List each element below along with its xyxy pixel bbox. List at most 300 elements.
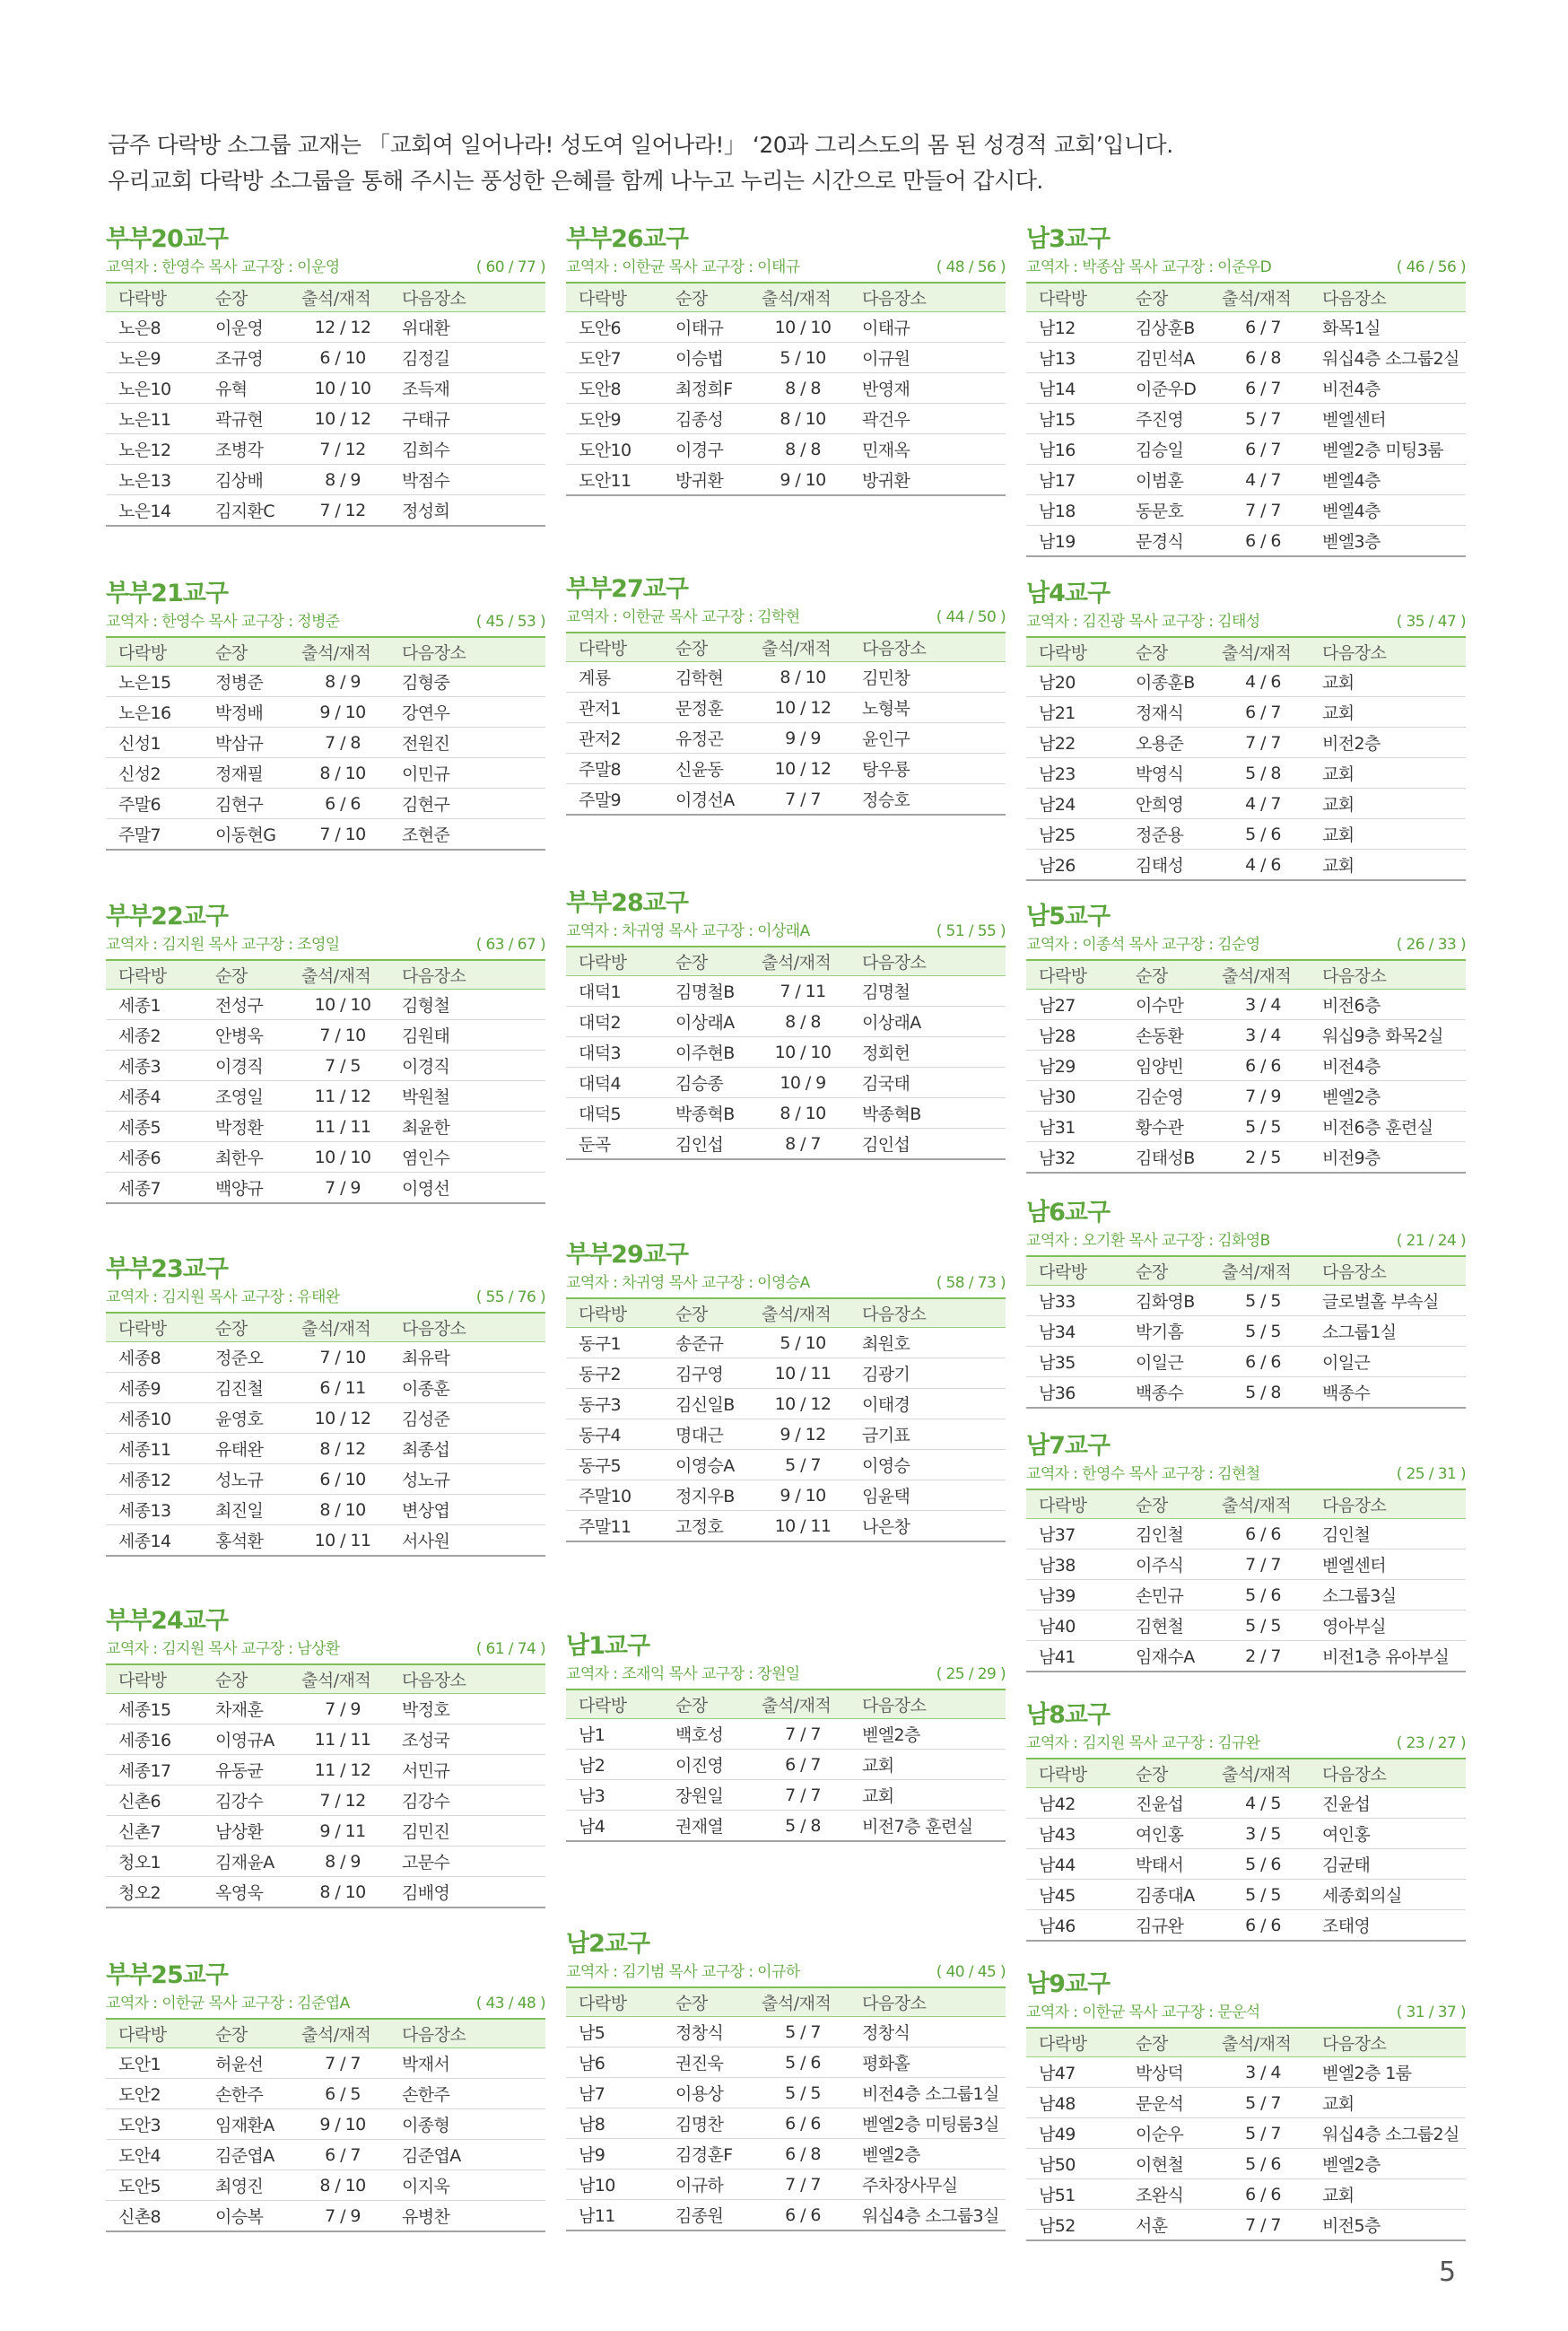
header-next-place: 다음장소 [1310,2028,1466,2057]
cell-next-place: 조성국 [389,1724,545,1755]
table-row [566,1450,1006,1480]
cell-next-place: 워십4층 소그룹2실 [1310,343,1466,373]
cell-room: 남5 [566,2017,663,2047]
district-table [566,1986,1006,2231]
cell-next-place: 방귀환 [849,465,1006,496]
cell-next-place: 조태영 [1310,1910,1466,1942]
header-attendance: 출석/재적 [1216,283,1310,312]
cell-attendance: 8 / 9 [296,1846,389,1877]
district-title: 부부22교구 [106,903,228,930]
district-table [106,1312,545,1557]
district-leaders: 교역자 : 이종석 목사 교구장 : 김순영 [1026,936,1260,954]
cell-room: 남44 [1026,1849,1123,1880]
cell-room: 남26 [1026,850,1123,881]
header-leader: 순장 [663,283,756,312]
cell-attendance: 7 / 9 [296,1694,389,1724]
table-row [566,1750,1006,1780]
cell-leader: 박상덕 [1123,2057,1216,2088]
cell-room: 주말7 [106,819,203,851]
table-row [566,2047,1006,2078]
cell-leader: 최영진 [203,2170,296,2201]
cell-attendance: 10 / 11 [296,1525,389,1557]
table-row [1026,404,1466,434]
cell-leader: 박정환 [203,1112,296,1142]
cell-room: 주말8 [566,754,663,784]
page-number: 5 [1439,2257,1457,2288]
district-group [1026,902,1466,1174]
table-row [106,2170,545,2201]
header-attendance: 출석/재적 [1216,960,1310,990]
cell-room: 세종5 [106,1112,203,1142]
cell-leader: 문경식 [1123,526,1216,557]
header-leader: 순장 [203,2019,296,2048]
cell-room: 대덕5 [566,1098,663,1129]
cell-attendance: 2 / 5 [1216,1142,1310,1174]
district-title: 남7교구 [1026,1432,1111,1460]
header-room: 다락방 [1026,2028,1123,2057]
cell-next-place: 박재서 [389,2048,545,2079]
cell-room: 동구3 [566,1389,663,1419]
cell-room: 세종14 [106,1525,203,1557]
cell-leader: 허윤선 [203,2048,296,2079]
cell-room: 남31 [1026,1112,1123,1142]
table-row [106,1112,545,1142]
table-row [566,1780,1006,1811]
header-room: 다락방 [106,1313,203,1342]
cell-next-place: 이규원 [849,343,1006,373]
cell-room: 도안11 [566,465,663,496]
cell-leader: 권진욱 [663,2047,756,2078]
table-row [1026,1316,1466,1347]
cell-attendance: 5 / 7 [1216,2118,1310,2149]
table-row [106,1051,545,1081]
table-row [1026,1519,1466,1550]
district-info [106,1991,545,2016]
district-table [566,1689,1006,1842]
cell-next-place: 최종섭 [389,1434,545,1464]
cell-leader: 이수만 [1123,990,1216,1020]
cell-next-place: 김정길 [389,343,545,373]
cell-next-place: 곽건우 [849,404,1006,434]
cell-attendance: 10 / 12 [296,404,389,434]
table-row [1026,343,1466,373]
cell-next-place: 염인수 [389,1142,545,1173]
cell-next-place: 교회 [1310,850,1466,881]
header-leader: 순장 [203,283,296,312]
cell-attendance: 7 / 7 [756,1719,849,1750]
cell-next-place: 비전4층 [1310,373,1466,404]
cell-next-place: 교회 [1310,2088,1466,2118]
cell-next-place: 조득재 [389,373,545,404]
cell-next-place: 전원진 [389,728,545,758]
cell-leader: 이승법 [663,343,756,373]
district-info [1026,1731,1466,1756]
cell-room: 남4 [566,1811,663,1842]
intro-line-2: 우리교회 다락방 소그룹을 통해 주시는 풍성한 은혜를 함께 나누고 누리는 시간으로 만들어 갑시다. [108,168,1043,194]
cell-leader: 김신일B [663,1389,756,1419]
district-table [1026,2027,1466,2241]
cell-next-place: 김원태 [389,1020,545,1051]
header-next-place: 다음장소 [389,1313,545,1342]
cell-next-place: 구태규 [389,404,545,434]
cell-attendance: 3 / 4 [1216,990,1310,1020]
header-next-place: 다음장소 [1310,637,1466,667]
cell-leader: 김명철B [663,976,756,1007]
district-group [566,224,1006,496]
table-header-row [566,1689,1006,1719]
cell-next-place: 벧엘센터 [1310,1550,1466,1580]
cell-attendance: 7 / 7 [756,1780,849,1811]
cell-leader: 조병각 [203,434,296,465]
cell-leader: 김구영 [663,1358,756,1389]
cell-leader: 유동균 [203,1755,296,1785]
cell-room: 세종2 [106,1020,203,1051]
cell-attendance: 8 / 8 [756,1007,849,1037]
table-row [106,1464,545,1495]
table-row [566,976,1006,1007]
table-row [566,465,1006,496]
district-group [106,1606,545,1908]
table-row [106,667,545,697]
table-row [1026,1819,1466,1849]
cell-next-place: 이상래A [849,1007,1006,1037]
cell-attendance: 8 / 8 [756,434,849,465]
cell-leader: 박종혁B [663,1098,756,1129]
cell-next-place: 비전6층 훈련실 [1310,1112,1466,1142]
cell-room: 남30 [1026,1081,1123,1112]
cell-room: 세종16 [106,1724,203,1755]
cell-next-place: 이태규 [849,312,1006,343]
table-row [106,373,545,404]
cell-next-place: 벧엘센터 [1310,404,1466,434]
cell-attendance: 6 / 7 [1216,434,1310,465]
table-header-row [566,947,1006,976]
cell-leader: 안희영 [1123,789,1216,819]
cell-room: 세종3 [106,1051,203,1081]
cell-next-place: 이지욱 [389,2170,545,2201]
cell-leader: 오용준 [1123,728,1216,758]
cell-leader: 주진영 [1123,404,1216,434]
header-next-place: 다음장소 [1310,283,1466,312]
cell-leader: 신윤동 [663,754,756,784]
cell-room: 세종17 [106,1755,203,1785]
table-row [566,2017,1006,2047]
header-attendance: 출석/재적 [1216,1759,1310,1788]
header-room: 다락방 [566,283,663,312]
district-group [106,1960,545,2232]
cell-next-place: 영아부실 [1310,1611,1466,1641]
cell-next-place: 위대환 [389,312,545,343]
cell-room: 세종11 [106,1434,203,1464]
table-header-row [106,960,545,990]
cell-next-place: 이종형 [389,2109,545,2140]
cell-next-place: 김강수 [389,1785,545,1816]
cell-attendance: 6 / 6 [1216,1347,1310,1377]
cell-attendance: 6 / 8 [756,2139,849,2169]
cell-leader: 송준규 [663,1328,756,1358]
cell-leader: 김지환C [203,495,296,527]
table-header-row [1026,960,1466,990]
cell-next-place: 김균태 [1310,1849,1466,1880]
cell-attendance: 5 / 5 [1216,1112,1310,1142]
cell-room: 계룡 [566,662,663,693]
cell-room: 남37 [1026,1519,1123,1550]
cell-attendance: 6 / 8 [1216,343,1310,373]
cell-leader: 김승일 [1123,434,1216,465]
table-row [106,2140,545,2170]
district-title: 부부28교구 [566,889,688,917]
table-row [1026,1880,1466,1910]
cell-room: 남41 [1026,1641,1123,1672]
cell-leader: 서훈 [1123,2210,1216,2241]
cell-room: 남46 [1026,1910,1123,1942]
cell-next-place: 교회 [1310,697,1466,728]
cell-attendance: 11 / 12 [296,1081,389,1112]
cell-room: 남8 [566,2108,663,2139]
cell-next-place: 박원철 [389,1081,545,1112]
table-row [1026,990,1466,1020]
table-row [1026,526,1466,557]
district-title: 부부21교구 [106,580,228,607]
table-row [1026,1788,1466,1819]
cell-leader: 임재환A [203,2109,296,2140]
cell-room: 노은10 [106,373,203,404]
cell-leader: 최정희F [663,373,756,404]
district-title: 부부26교구 [566,225,688,253]
cell-next-place: 이영선 [389,1173,545,1204]
cell-leader: 김태성 [1123,850,1216,881]
district-attendance-ratio: ( 25 / 31 ) [1396,1465,1466,1483]
cell-room: 동구2 [566,1358,663,1389]
cell-leader: 김재윤A [203,1846,296,1877]
table-row [1026,1550,1466,1580]
cell-room: 세종9 [106,1373,203,1403]
district-attendance-ratio: ( 31 / 37 ) [1396,2004,1466,2021]
header-attendance: 출석/재적 [1216,2028,1310,2057]
table-row [106,1434,545,1464]
district-leaders: 교역자 : 김지원 목사 교구장 : 김규완 [1026,1734,1260,1752]
district-info [106,1285,545,1310]
table-row [1026,2057,1466,2088]
cell-next-place: 교회 [1310,758,1466,789]
district-table [1026,1255,1466,1409]
district-attendance-ratio: ( 26 / 33 ) [1396,936,1466,954]
cell-attendance: 9 / 9 [756,723,849,754]
district-attendance-ratio: ( 58 / 73 ) [936,1274,1006,1292]
district-table [1026,959,1466,1174]
table-row [106,1785,545,1816]
cell-leader: 이운영 [203,312,296,343]
cell-attendance: 5 / 6 [1216,1849,1310,1880]
cell-leader: 진윤섭 [1123,1788,1216,1819]
district-group [106,579,545,851]
cell-attendance: 6 / 6 [1216,1519,1310,1550]
cell-next-place: 반영재 [849,373,1006,404]
header-leader: 순장 [1123,960,1216,990]
table-row [1026,1849,1466,1880]
table-row [106,343,545,373]
cell-leader: 백종수 [1123,1377,1216,1409]
table-row [566,404,1006,434]
cell-room: 청오2 [106,1877,203,1908]
table-row [1026,1112,1466,1142]
table-row [1026,2210,1466,2241]
cell-attendance: 8 / 9 [296,465,389,495]
header-next-place: 다음장소 [849,633,1006,662]
district-info [1026,2000,1466,2025]
header-attendance: 출석/재적 [756,1298,849,1328]
district-info [566,919,1006,944]
cell-leader: 유혁 [203,373,296,404]
cell-room: 남35 [1026,1347,1123,1377]
cell-attendance: 4 / 7 [1216,465,1310,495]
cell-attendance: 5 / 7 [1216,2088,1310,2118]
cell-leader: 장원일 [663,1780,756,1811]
table-row [1026,1377,1466,1409]
cell-attendance: 5 / 5 [756,2078,849,2108]
cell-room: 둔곡 [566,1129,663,1160]
cell-room: 세종10 [106,1403,203,1434]
table-row [106,1373,545,1403]
table-row [106,2079,545,2109]
cell-attendance: 6 / 5 [296,2079,389,2109]
cell-leader: 이영규A [203,1724,296,1755]
cell-attendance: 6 / 7 [1216,697,1310,728]
header-leader: 순장 [663,1987,756,2017]
cell-leader: 정재식 [1123,697,1216,728]
cell-room: 세종15 [106,1694,203,1724]
table-row [1026,465,1466,495]
cell-attendance: 4 / 5 [1216,1788,1310,1819]
cell-room: 남18 [1026,495,1123,526]
cell-next-place: 벧엘3층 [1310,526,1466,557]
cell-leader: 임양빈 [1123,1051,1216,1081]
table-row [106,434,545,465]
table-row [1026,2149,1466,2179]
cell-room: 도안6 [566,312,663,343]
cell-room: 관저2 [566,723,663,754]
cell-leader: 이현철 [1123,2149,1216,2179]
cell-room: 세종1 [106,990,203,1020]
header-room: 다락방 [1026,283,1123,312]
cell-attendance: 5 / 5 [1216,1880,1310,1910]
cell-attendance: 7 / 9 [1216,1081,1310,1112]
table-row [566,1129,1006,1160]
cell-room: 신성1 [106,728,203,758]
table-row [106,1755,545,1785]
table-row [566,1068,1006,1098]
district-title: 부부27교구 [566,575,688,603]
cell-attendance: 9 / 10 [756,1480,849,1511]
table-row [566,1811,1006,1842]
cell-next-place: 이태경 [849,1389,1006,1419]
table-row [566,373,1006,404]
cell-next-place: 비전4층 [1310,1051,1466,1081]
cell-leader: 조완식 [1123,2179,1216,2210]
cell-room: 동구1 [566,1328,663,1358]
cell-leader: 박영식 [1123,758,1216,789]
header-attendance: 출석/재적 [756,283,849,312]
cell-room: 주말10 [566,1480,663,1511]
cell-leader: 김준엽A [203,2140,296,2170]
cell-room: 남7 [566,2078,663,2108]
cell-next-place: 정창식 [849,2017,1006,2047]
cell-next-place: 이경직 [389,1051,545,1081]
cell-leader: 문운석 [1123,2088,1216,2118]
cell-attendance: 6 / 6 [756,2108,849,2139]
cell-leader: 김종원 [663,2200,756,2231]
table-row [1026,1020,1466,1051]
cell-attendance: 7 / 7 [1216,2210,1310,2241]
header-room: 다락방 [1026,637,1123,667]
district-leaders: 교역자 : 차귀영 목사 교구장 : 이상래A [566,922,810,940]
cell-attendance: 7 / 10 [296,1342,389,1373]
table-row [566,662,1006,693]
cell-attendance: 8 / 7 [756,1129,849,1160]
district-info [566,605,1006,630]
cell-attendance: 7 / 10 [296,1020,389,1051]
header-room: 다락방 [566,1689,663,1719]
cell-attendance: 7 / 7 [756,2169,849,2200]
cell-leader: 김진철 [203,1373,296,1403]
cell-next-place: 김현구 [389,789,545,819]
header-attendance: 출석/재적 [296,1313,389,1342]
district-group [106,902,545,1204]
cell-next-place: 박정호 [389,1694,545,1724]
header-room: 다락방 [106,960,203,990]
cell-room: 주말6 [106,789,203,819]
table-header-row [106,1313,545,1342]
district-leaders: 교역자 : 김진광 목사 교구장 : 김태성 [1026,613,1260,631]
cell-room: 남42 [1026,1788,1123,1819]
cell-room: 신성2 [106,758,203,789]
cell-next-place: 백종수 [1310,1377,1466,1409]
cell-attendance: 10 / 12 [756,1389,849,1419]
cell-attendance: 10 / 10 [756,1037,849,1068]
cell-room: 도안3 [106,2109,203,2140]
header-next-place: 다음장소 [849,1298,1006,1328]
district-title: 남1교구 [566,1632,650,1660]
district-leaders: 교역자 : 오기환 목사 교구장 : 김화영B [1026,1232,1270,1250]
cell-next-place: 비전6층 [1310,990,1466,1020]
cell-attendance: 5 / 8 [756,1811,849,1842]
table-header-row [106,1664,545,1694]
cell-leader: 이태규 [663,312,756,343]
table-row [106,819,545,851]
cell-attendance: 6 / 7 [296,2140,389,2170]
table-header-row [566,283,1006,312]
table-row [1026,434,1466,465]
cell-attendance: 6 / 6 [296,789,389,819]
cell-room: 주말9 [566,784,663,816]
cell-room: 노은13 [106,465,203,495]
district-group [106,1254,545,1557]
cell-next-place: 김희수 [389,434,545,465]
cell-attendance: 5 / 7 [756,2017,849,2047]
cell-room: 남10 [566,2169,663,2200]
table-row [1026,312,1466,343]
cell-room: 노은14 [106,495,203,527]
cell-next-place: 김국태 [849,1068,1006,1098]
district-group [1026,1700,1466,1942]
district-leaders: 교역자 : 김지원 목사 교구장 : 유태완 [106,1288,340,1306]
cell-attendance: 6 / 10 [296,1464,389,1495]
cell-next-place: 평화홀 [849,2047,1006,2078]
header-room: 다락방 [566,633,663,662]
table-row [106,1694,545,1724]
district-info [106,932,545,957]
cell-next-place: 유병찬 [389,2201,545,2232]
